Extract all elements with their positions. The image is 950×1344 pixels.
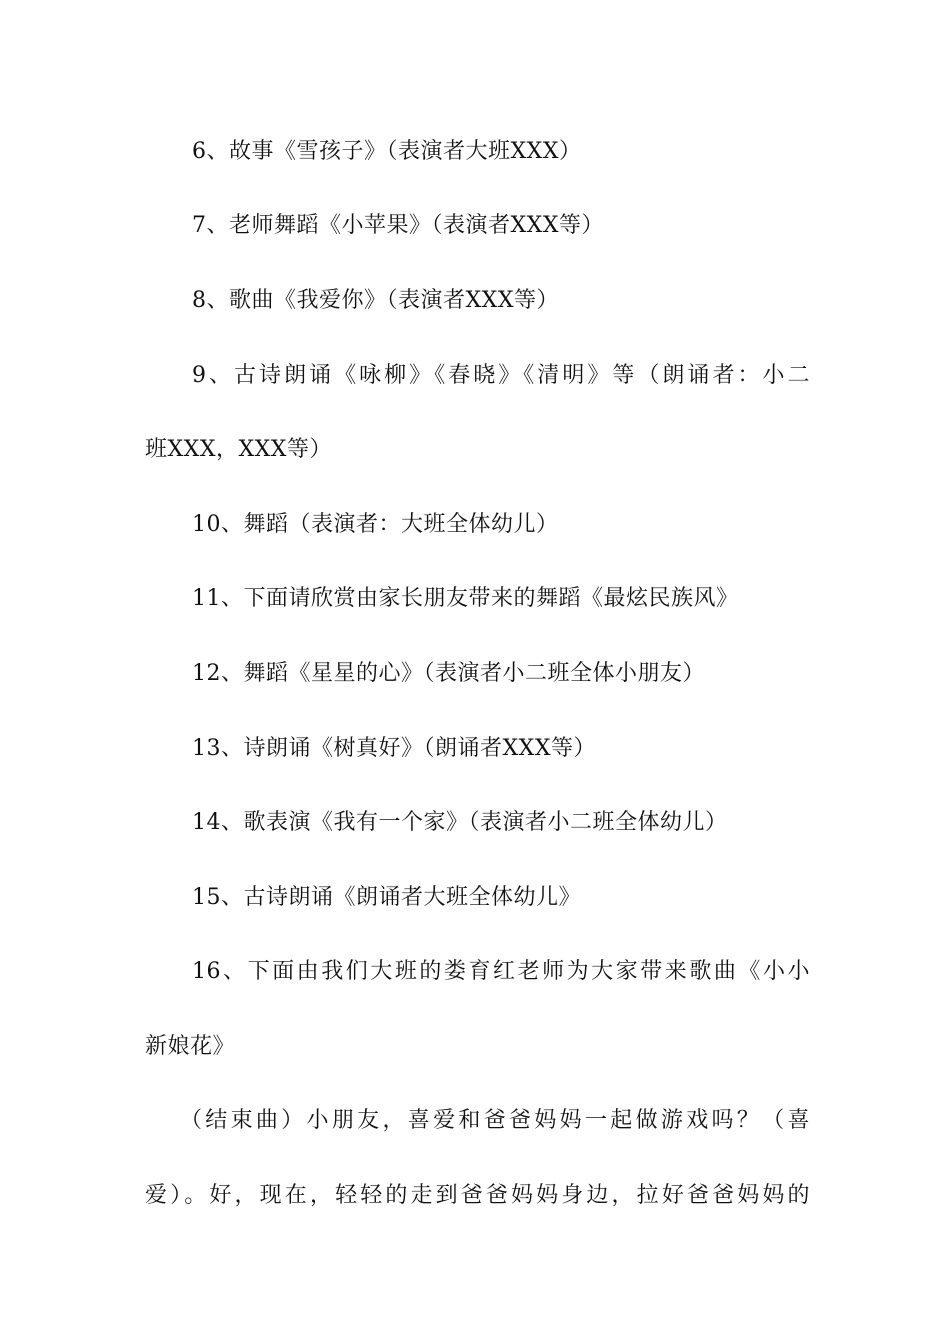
- program-item-14: 14、歌表演《我有一个家》（表演者小二班全体幼儿）: [192, 810, 728, 835]
- program-item-12: 12、舞蹈《星星的心》（表演者小二班全体小朋友）: [192, 661, 705, 686]
- program-item-10: 10、舞蹈（表演者：大班全体幼儿）: [192, 512, 559, 537]
- program-item-9-continued: 班XXX，XXX等）: [145, 437, 332, 462]
- program-item-7: 7、老师舞蹈《小苹果》（表演者XXX等）: [192, 213, 604, 238]
- program-item-16: 16、下面由我们大班的娄育红老师为大家带来歌曲《小小: [192, 959, 810, 984]
- program-item-15: 15、古诗朗诵《朗诵者大班全体幼儿》: [192, 885, 581, 910]
- program-item-11: 11、下面请欣赏由家长朋友带来的舞蹈《最炫民族风》: [192, 586, 739, 611]
- closing-paragraph-line-2: 爱）。好，现在，轻轻的走到爸爸妈妈身边，拉好爸爸妈妈的: [145, 1183, 810, 1208]
- program-item-13: 13、诗朗诵《树真好》（朗诵者XXX等）: [192, 736, 596, 761]
- program-item-8: 8、歌曲《我爱你》（表演者XXX等）: [192, 288, 559, 313]
- closing-paragraph-line-1: （结束曲）小朋友，喜爱和爸爸妈妈一起做游戏吗？（喜: [180, 1108, 810, 1133]
- program-item-16-continued: 新娘花》: [145, 1034, 236, 1059]
- program-item-9: 9、古诗朗诵《咏柳》《春晓》《清明》等（朗诵者：小二: [192, 363, 810, 388]
- program-item-6: 6、故事《雪孩子》（表演者大班XXX）: [192, 139, 582, 164]
